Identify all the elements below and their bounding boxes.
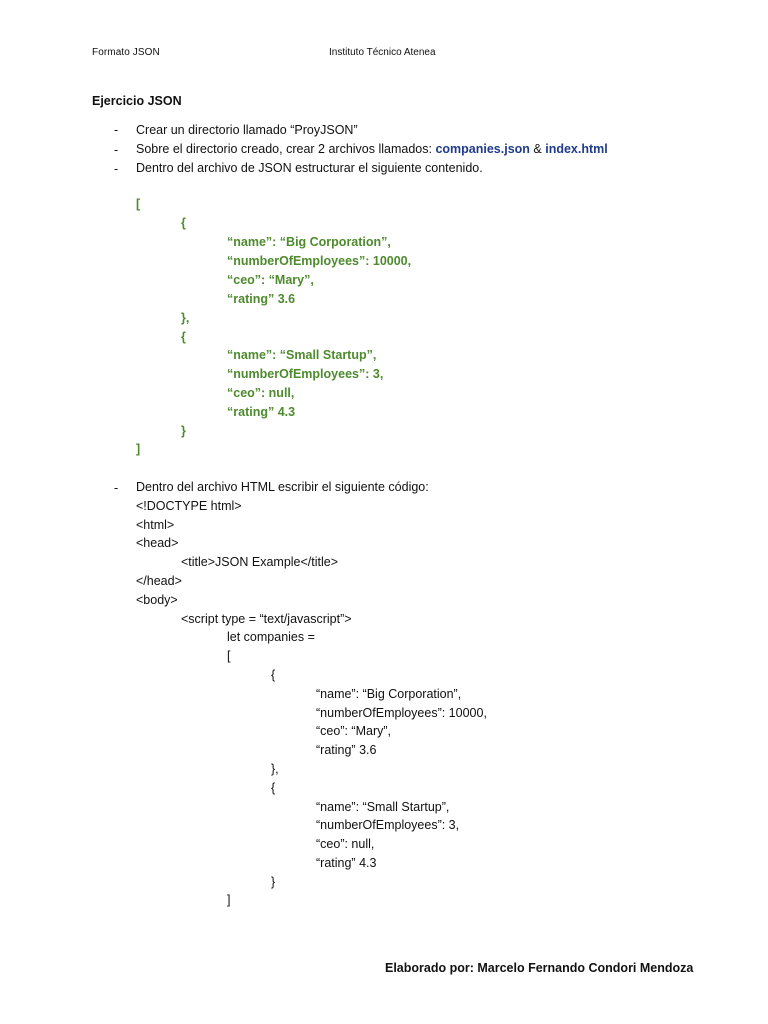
html-code-line: }: [271, 875, 276, 889]
html-code-line: “name”: “Big Corporation”,: [316, 687, 462, 701]
html-code-line: {: [271, 668, 276, 682]
html-code-line: “numberOfEmployees”: 3,: [316, 818, 460, 832]
filename-index-html: index.html: [545, 142, 608, 156]
json-line: “numberOfEmployees”: 3,: [227, 367, 384, 381]
bullet-create-files-text: Sobre el directorio creado, crear 2 archivos llamados:: [136, 142, 436, 156]
bullet-json-structure: Dentro del archivo de JSON estructurar el siguiente contenido.: [136, 161, 483, 175]
json-line: ]: [136, 442, 141, 456]
filename-companies-json: companies.json: [435, 142, 530, 156]
bullet-create-directory: Crear un directorio llamado “ProyJSON”: [136, 123, 358, 137]
html-code-line: <html>: [136, 518, 175, 532]
document-title: Ejercicio JSON: [92, 94, 182, 108]
header-course-title: Formato JSON: [92, 47, 160, 58]
ampersand: &: [529, 142, 546, 156]
html-code-line: <!DOCTYPE html>: [136, 499, 242, 513]
json-line: {: [181, 330, 186, 344]
html-code-line: {: [271, 781, 276, 795]
header-institution: Instituto Técnico Atenea: [329, 47, 436, 58]
html-code-line: },: [271, 762, 279, 776]
html-code-line: <title>JSON Example</title>: [181, 555, 339, 569]
json-line: {: [181, 216, 186, 230]
json-line: “name”: “Big Corporation”,: [227, 235, 391, 249]
json-line: “ceo”: null,: [227, 386, 295, 400]
html-code-line: let companies =: [227, 630, 315, 644]
bullet-dash: -: [114, 481, 119, 495]
bullet-dash: -: [114, 162, 119, 176]
html-code-line: “rating” 4.3: [316, 856, 377, 870]
html-code-line: <head>: [136, 536, 179, 550]
json-line: “numberOfEmployees”: 10000,: [227, 254, 412, 268]
json-line: [: [136, 197, 141, 211]
bullet-html-code: Dentro del archivo HTML escribir el siguiente código:: [136, 480, 429, 494]
json-line: },: [181, 311, 190, 325]
html-code-line: [: [227, 649, 231, 663]
html-code-line: “ceo”: null,: [316, 837, 375, 851]
html-code-line: <script type = “text/javascript”>: [181, 612, 352, 626]
json-line: “rating” 4.3: [227, 405, 296, 419]
html-code-line: “ceo”: “Mary”,: [316, 724, 391, 738]
bullet-create-files: [136, 141, 608, 157]
json-line: “ceo”: “Mary”,: [227, 273, 314, 287]
json-line: “rating” 3.6: [227, 292, 296, 306]
html-code-line: <body>: [136, 593, 178, 607]
json-line: }: [181, 424, 186, 438]
html-code-line: “rating” 3.6: [316, 743, 377, 757]
footer-author: Elaborado por: Marcelo Fernando Condori Mendoza: [385, 961, 694, 975]
html-code-line: ]: [227, 893, 231, 907]
json-line: “name”: “Small Startup”,: [227, 348, 377, 362]
html-code-line: </head>: [136, 574, 182, 588]
html-code-line: “name”: “Small Startup”,: [316, 800, 450, 814]
bullet-dash: -: [114, 123, 119, 137]
html-code-line: “numberOfEmployees”: 10000,: [316, 706, 487, 720]
bullet-dash: -: [114, 143, 119, 157]
